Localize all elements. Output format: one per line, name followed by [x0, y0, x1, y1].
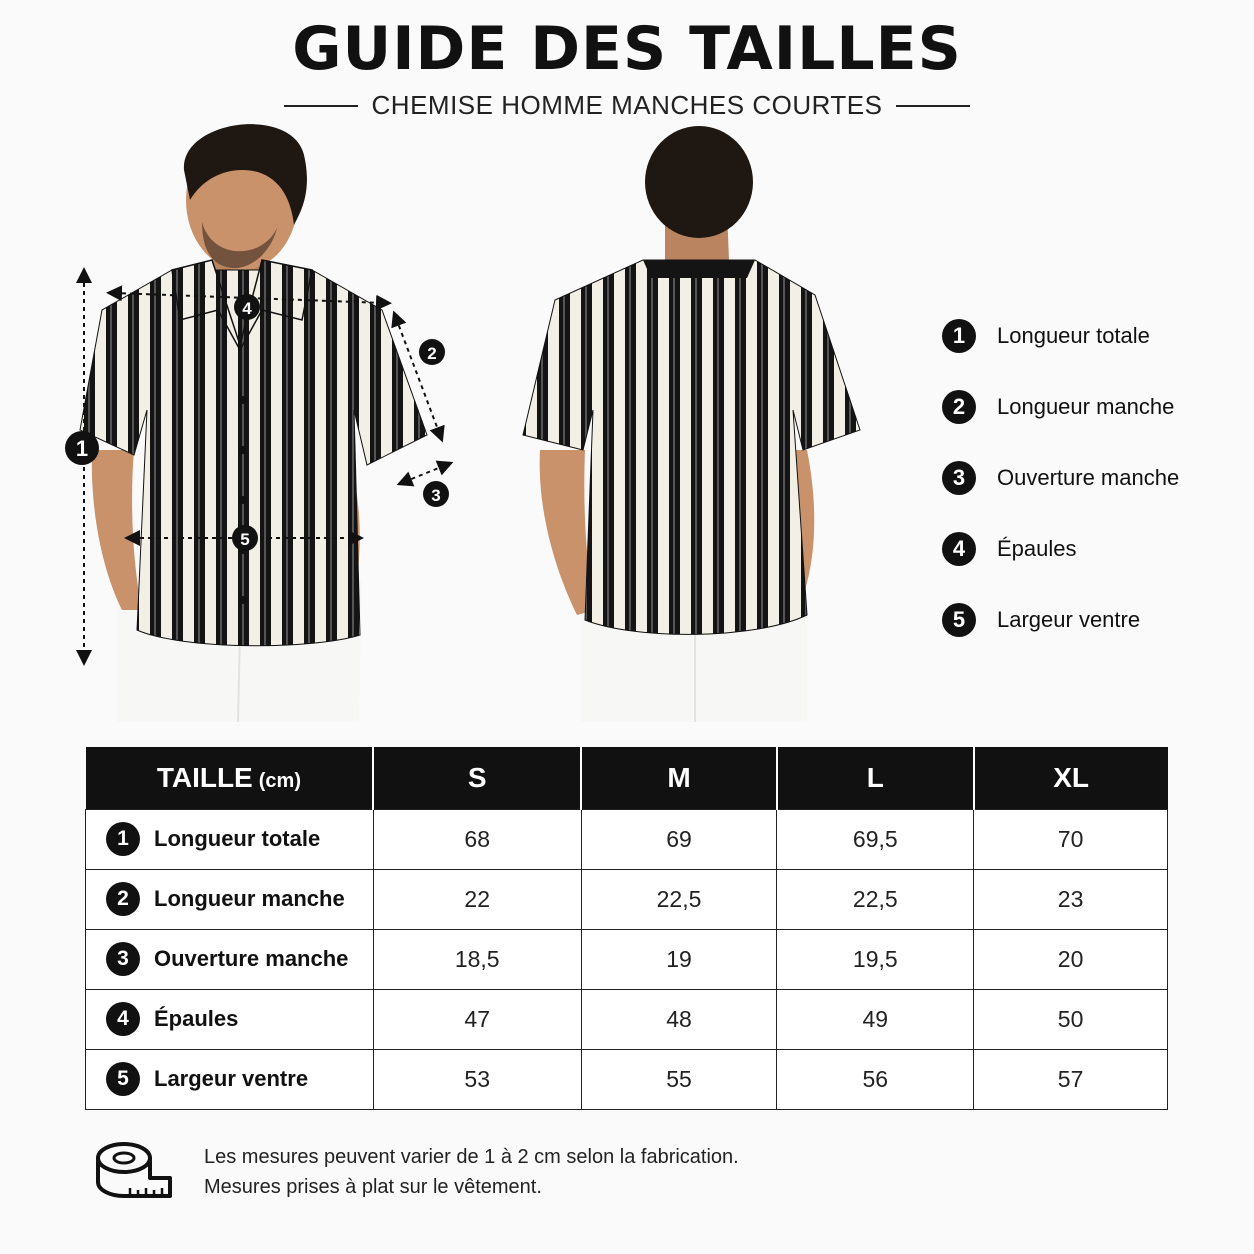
row-header: 1 Longueur totale [86, 809, 374, 869]
table-cell: 69,5 [777, 809, 974, 869]
table-cell: 23 [974, 869, 1168, 929]
table-cell: 56 [777, 1049, 974, 1109]
table-row [86, 1049, 1168, 1109]
front-badge-4 [234, 294, 260, 320]
table-cell: 49 [777, 989, 974, 1049]
legend-label: Longueur totale [997, 322, 1150, 348]
back-shirt-illustration [515, 110, 875, 722]
table-header-size: S [373, 747, 581, 809]
table-cell: 20 [974, 929, 1168, 989]
table-header-size: L [777, 747, 974, 809]
svg-text:5: 5 [240, 530, 250, 549]
legend-item-largeur-ventre [942, 584, 1242, 655]
table-cell: 22,5 [581, 869, 777, 929]
table-cell: 22 [373, 869, 581, 929]
table-row [86, 809, 1168, 869]
table-cell: 57 [974, 1049, 1168, 1109]
table-row [86, 869, 1168, 929]
table-row [86, 929, 1168, 989]
legend-number-badge: 2 [942, 390, 976, 424]
row-header: 4 Épaules [86, 989, 374, 1049]
row-number-badge: 3 [106, 942, 140, 976]
table-cell: 70 [974, 809, 1168, 869]
table-cell: 50 [974, 989, 1168, 1049]
table-cell: 68 [373, 809, 581, 869]
table-cell: 48 [581, 989, 777, 1049]
row-number-badge: 5 [106, 1062, 140, 1096]
subtitle-divider-left [284, 105, 358, 107]
front-badge-5 [232, 525, 258, 551]
legend-item-longueur-manche [942, 371, 1242, 442]
svg-text:2: 2 [427, 344, 437, 363]
svg-text:1: 1 [75, 436, 89, 461]
table-header-row [86, 747, 1168, 809]
table-header-size: M [581, 747, 777, 809]
legend-label: Largeur ventre [997, 606, 1141, 632]
legend-label: Épaules [997, 535, 1077, 561]
page-subtitle: CHEMISE HOMME MANCHES COURTES [371, 90, 883, 120]
front-badge-1 [65, 431, 99, 465]
front-shirt-illustration [62, 110, 462, 722]
legend-number-badge: 1 [942, 319, 976, 353]
subtitle-divider-right [896, 105, 970, 107]
row-header: 3 Ouverture manche [86, 929, 374, 989]
row-header: 2 Longueur manche [86, 869, 374, 929]
size-table [85, 747, 1168, 1110]
legend-label: Longueur manche [997, 393, 1175, 419]
row-number-badge: 2 [106, 882, 140, 916]
footer-note [96, 1140, 1176, 1204]
table-row [86, 989, 1168, 1049]
legend-item-ouverture-manche [942, 442, 1242, 513]
back-view-figure [515, 110, 875, 722]
table-cell: 47 [373, 989, 581, 1049]
legend-item-epaules [942, 513, 1242, 584]
measuring-tape-icon [96, 1140, 174, 1204]
svg-text:3: 3 [431, 486, 441, 505]
footer-line-1: Les mesures peuvent varier de 1 à 2 cm selon la fabrication. [204, 1146, 739, 1168]
row-number-badge: 1 [106, 822, 140, 856]
table-cell: 53 [373, 1049, 581, 1109]
legend-label: Ouverture manche [997, 464, 1180, 490]
row-header: 5 Largeur ventre [86, 1049, 374, 1109]
legend-number-badge: 5 [942, 603, 976, 637]
page-title: GUIDE DES TAILLES [292, 14, 962, 84]
footer-line-2: Mesures prises à plat sur le vêtement. [204, 1176, 542, 1198]
legend-number-badge: 3 [942, 461, 976, 495]
footer-text [204, 1142, 739, 1202]
table-cell: 22,5 [777, 869, 974, 929]
row-number-badge: 4 [106, 1002, 140, 1036]
table-cell: 19,5 [777, 929, 974, 989]
table-cell: 18,5 [373, 929, 581, 989]
table-cell: 55 [581, 1049, 777, 1109]
front-badge-3 [423, 481, 449, 507]
front-view-figure [62, 110, 462, 722]
table-cell: 69 [581, 809, 777, 869]
table-header-size: XL [974, 747, 1168, 809]
svg-text:4: 4 [242, 299, 252, 318]
table-cell: 19 [581, 929, 777, 989]
table-header-taille: TAILLE (cm) [86, 747, 374, 809]
legend-number-badge: 4 [942, 532, 976, 566]
measurement-legend [942, 300, 1242, 655]
legend-item-longueur-totale [942, 300, 1242, 371]
front-badge-2 [419, 339, 445, 365]
